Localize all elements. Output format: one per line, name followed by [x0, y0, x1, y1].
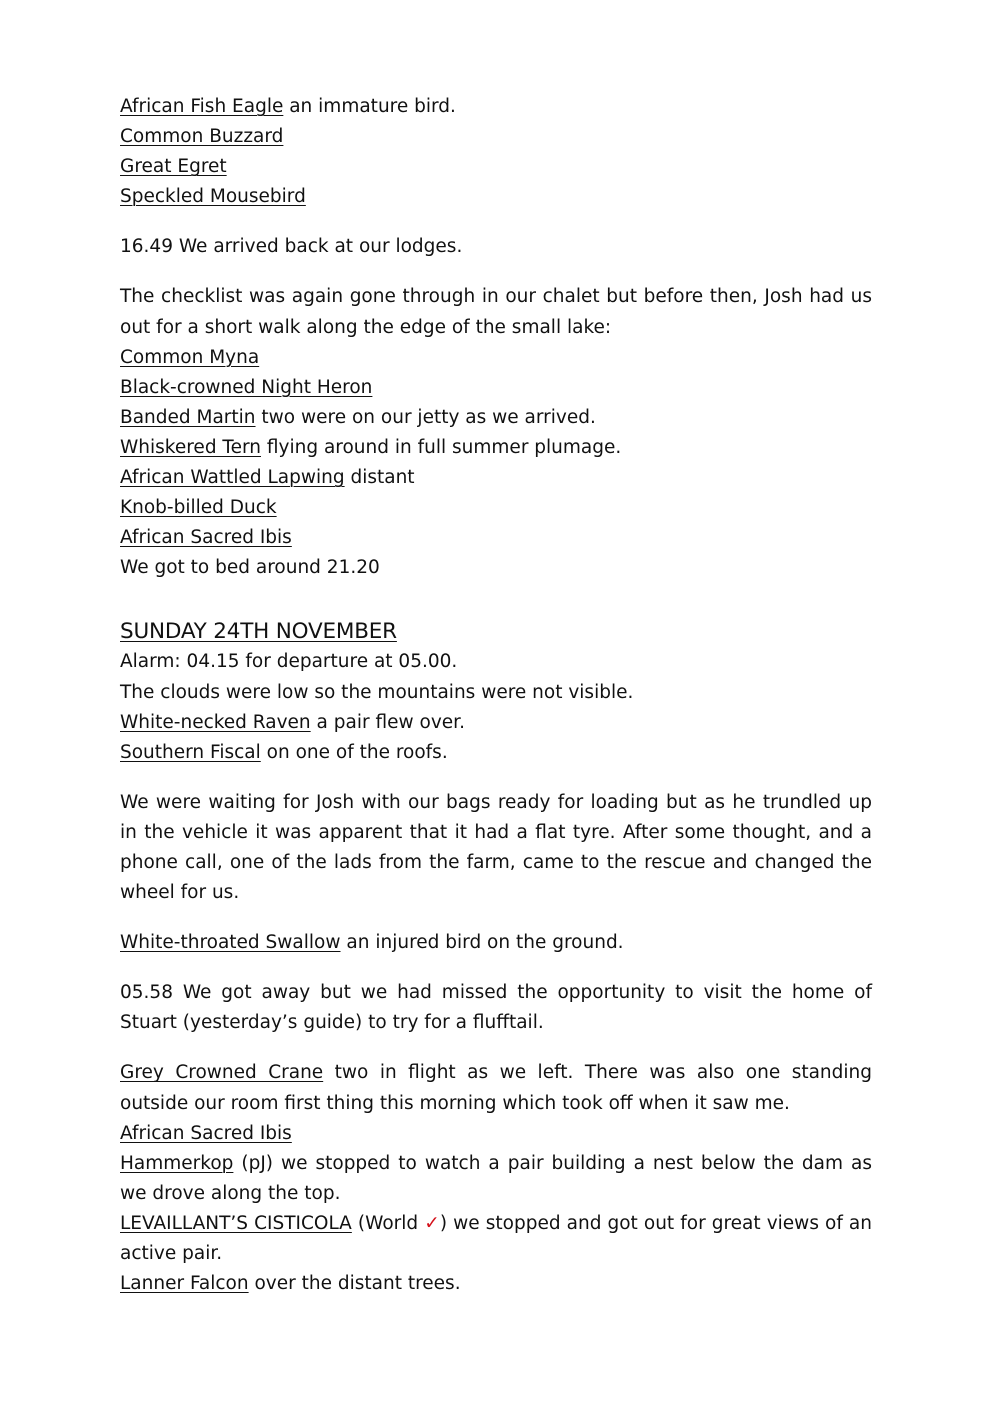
species-note: over the distant trees. [248, 1273, 461, 1295]
species-name: Banded Martin [120, 406, 256, 428]
checklist-paragraph: The checklist was again gone through in our chalet but before then, Josh had us out for a short walk along the edge of the small lake: [120, 286, 872, 338]
species-name: African Fish Eagle [120, 96, 284, 117]
bed-paragraph: We got to bed around 21.20 [120, 557, 380, 579]
document-page [120, 92, 872, 1299]
bird-entry [120, 182, 872, 212]
species-name: African Sacred Ibis [120, 527, 292, 549]
species-name: Grey Crowned Crane [120, 1062, 324, 1084]
bird-entry [120, 122, 872, 152]
bird-entry [120, 152, 872, 182]
species-name: Southern Fiscal [120, 741, 261, 763]
species-note: on one of the roofs. [260, 741, 448, 763]
species-name: LEVAILLANT’S CISTICOLA [120, 1212, 352, 1234]
bird-entry [120, 403, 872, 433]
species-name: African Wattled Lapwing [120, 467, 345, 489]
departure-paragraph: 05.58 We got away but we had missed the opportunity to visit the home of Stuart (yesterday’s guide) to try for a flufftail. [120, 982, 872, 1034]
species-name: White-necked Raven [120, 711, 311, 733]
species-name: African Sacred Ibis [120, 1122, 292, 1144]
bird-entry [120, 928, 872, 958]
bird-entry [120, 1209, 872, 1269]
day-heading: SUNDAY 24TH NOVEMBER [120, 619, 397, 645]
species-name: Hammerkop [120, 1152, 234, 1174]
species-name: Whiskered Tern [120, 436, 261, 458]
bird-entry [120, 92, 872, 122]
species-note: two were on our jetty as we arrived. [255, 406, 596, 428]
species-name: Speckled Mousebird [120, 186, 306, 208]
species-name: Common Buzzard [120, 126, 284, 148]
bird-entry [120, 523, 872, 553]
spacer [120, 262, 872, 282]
bird-entry [120, 738, 872, 768]
species-name: Lanner Falcon [120, 1273, 249, 1295]
bird-entry [120, 493, 872, 523]
spacer [120, 908, 872, 928]
spacer [120, 1038, 872, 1058]
check-mark-icon: ✓ [424, 1212, 440, 1234]
species-name: Great Egret [120, 156, 227, 178]
species-note: a pair flew over. [310, 711, 465, 733]
spacer [120, 768, 872, 788]
bird-entry [120, 1058, 872, 1118]
bird-entry [120, 373, 872, 403]
species-note: two in flight as we left. There was also one standing outside our room first thing this morning which took off when it saw me. [120, 1062, 872, 1114]
spacer [120, 212, 872, 232]
spacer [120, 958, 872, 978]
species-note: flying around in full summer plumage. [260, 436, 622, 458]
spacer [120, 583, 872, 617]
species-name: Common Myna [120, 346, 260, 368]
arrival-paragraph: 16.49 We arrived back at our lodges. [120, 236, 463, 258]
bird-entry [120, 1119, 872, 1149]
bird-entry [120, 433, 872, 463]
tyre-paragraph: We were waiting for Josh with our bags ready for loading but as he trundled up in the vehicle it was apparent that it had a flat tyre. After some thought, and a phone call, one of the lads from the farm, came to the rescue and changed the wheel for us. [120, 791, 872, 904]
species-name: Knob-billed Duck [120, 497, 277, 519]
bird-entry [120, 463, 872, 493]
species-note: distant [344, 467, 415, 489]
clouds-paragraph: The clouds were low so the mountains were not visible. [120, 681, 634, 703]
bird-entry [120, 343, 872, 373]
species-note: (pJ) we stopped to watch a pair building a nest below the dam as we drove along the top. [120, 1152, 872, 1204]
species-note: an immature bird. [283, 96, 456, 117]
bird-entry [120, 708, 872, 738]
bird-entry [120, 1269, 872, 1299]
alarm-paragraph: Alarm: 04.15 for departure at 05.00. [120, 651, 458, 673]
species-name: Black-crowned Night Heron [120, 376, 373, 398]
species-name: White-throated Swallow [120, 932, 341, 954]
bird-entry [120, 1149, 872, 1209]
species-note: (World [351, 1212, 425, 1234]
species-note: an injured bird on the ground. [340, 932, 624, 954]
species-note: ) we stopped and got out for great views of an active pair. [120, 1212, 872, 1264]
